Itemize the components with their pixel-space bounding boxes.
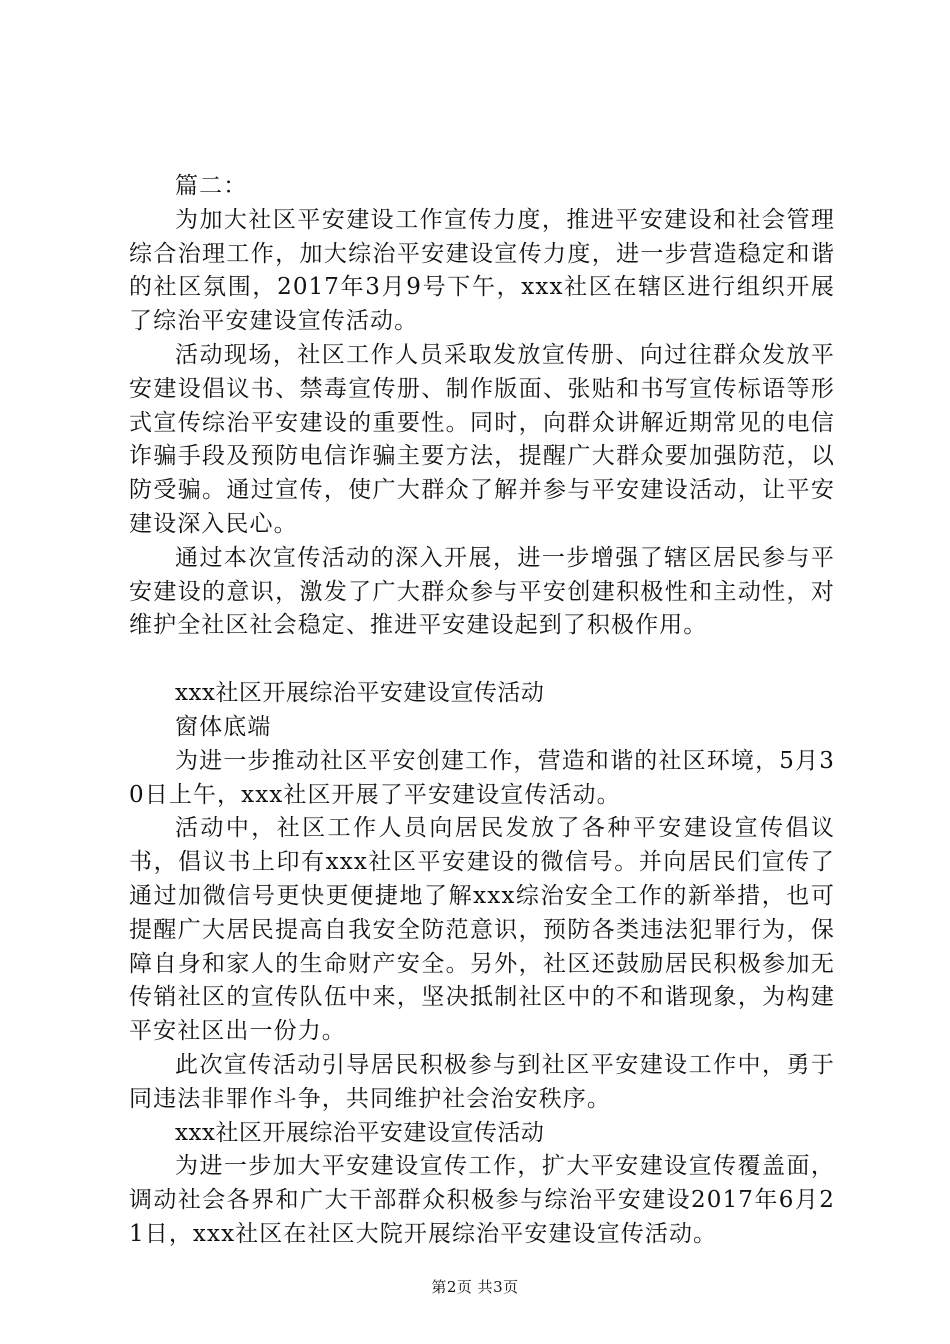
article3-paragraph-1: 为进一步加大平安建设宣传工作，扩大平安建设宣传覆盖面，调动社会各界和广大干部群众积极参与综治平安建设2017年6月21日，xxx社区在社区大院开展综治平安建设宣传活动。 — [129, 1153, 835, 1247]
article2-paragraph-2: 活动中，社区工作人员向居民发放了各种平安建设宣传倡议书，倡议书上印有xxx社区平安建设的微信号。并向居民们宣传了通过加微信号更快更便捷地了解xxx综治安全工作的新举措，也可提醒广大居民提高自我安全防范意识，预防各类违法犯罪行为，保障自身和家人的生命财产安全。另外，社区还鼓励居民积极参加无传销社区的宣传队伍中来，坚决抵制社区中的不和谐现象，为构建平安社区出一份力。 — [129, 815, 835, 1045]
article1-paragraph-1: 为加大社区平安建设工作宣传力度，推进平安建设和社会管理综合治理工作，加大综治平安建设宣传力度，进一步营造稳定和谐的社区氛围，2017年3月9号下午，xxx社区在辖区进行组织开展了综治平安建设宣传活动。 — [129, 206, 835, 335]
section-gap — [129, 643, 835, 677]
article2-paragraph-3: 此次宣传活动引导居民积极参与到社区平安建设工作中，勇于同违法非罪作斗争，共同维护社会治安秩序。 — [129, 1051, 835, 1112]
article2-paragraph-1: 为进一步推动社区平安创建工作，营造和谐的社区环境，5月30日上午，xxx社区开展了平安建设宣传活动。 — [129, 747, 835, 808]
article1-paragraph-3: 通过本次宣传活动的深入开展，进一步增强了辖区居民参与平安建设的意识，激发了广大群众参与平安创建积极性和主动性，对维护全社区社会稳定、推进平安建设起到了积极作用。 — [129, 544, 835, 639]
document-body — [129, 170, 835, 1252]
section-label: 篇二： — [175, 173, 248, 199]
article3-title: xxx社区开展综治平安建设宣传活动 — [175, 1119, 545, 1146]
article2-subtitle: 窗体底端 — [175, 713, 272, 740]
article1-paragraph-2: 活动现场，社区工作人员采取发放宣传册、向过往群众发放平安建设倡议书、禁毒宣传册、制作版面、张贴和书写宣传标语等形式宣传综治平安建设的重要性。同时，向群众讲解近期常见的电信诈骗手段及预防电信诈骗主要方法，提醒广大群众要加强防范，以防受骗。通过宣传，使广大群众了解并参与平安建设活动，让平安建设深入民心。 — [129, 341, 835, 537]
page-number-footer: 第2页 共3页 — [431, 1278, 519, 1296]
article2-title: xxx社区开展综治平安建设宣传活动 — [175, 680, 545, 707]
